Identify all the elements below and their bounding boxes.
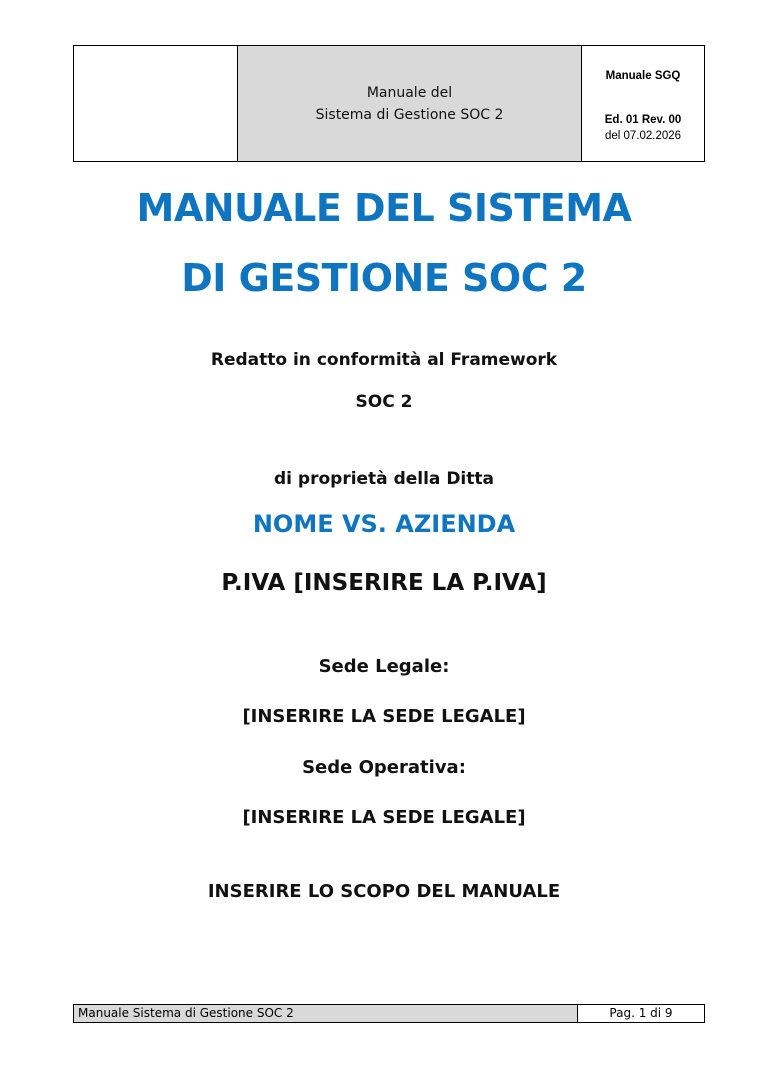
page-number: Pag. 1 di 9 [609, 1006, 673, 1020]
header-title-line2: Sistema di Gestione SOC 2 [315, 106, 504, 123]
edition-date: del 07.02.2026 [604, 130, 682, 142]
manual-scope: INSERIRE LO SCOPO DEL MANUALE [207, 881, 561, 902]
manual-code: Manuale SGQ [605, 70, 681, 82]
operating-office-label: Sede Operativa: [302, 757, 466, 778]
edition-revision: Ed. 01 Rev. 00 [604, 114, 682, 126]
conformity-statement: Redatto in conformità al Framework [210, 350, 558, 370]
header-title-line1: Manuale del [366, 84, 453, 101]
footer-doc-name: Manuale Sistema di Gestione SOC 2 [74, 1005, 578, 1022]
document-title-line2: DI GESTIONE SOC 2 [181, 256, 587, 300]
header-title [238, 46, 582, 161]
framework-name: SOC 2 [355, 392, 413, 412]
ownership-statement: di proprietà della Ditta [274, 469, 494, 489]
document-footer [73, 1004, 705, 1023]
registered-office-value: [INSERIRE LA SEDE LEGALE] [242, 706, 526, 727]
company-name: NOME VS. AZIENDA [252, 510, 516, 538]
header-info [582, 46, 704, 161]
registered-office-label: Sede Legale: [318, 656, 450, 677]
vat-number: P.IVA [INSERIRE LA P.IVA] [221, 570, 547, 596]
logo-placeholder [74, 46, 238, 161]
operating-office-value: [INSERIRE LA SEDE LEGALE] [242, 807, 526, 828]
document-header [73, 45, 705, 162]
document-title-line1: MANUALE DEL SISTEMA [136, 186, 632, 230]
